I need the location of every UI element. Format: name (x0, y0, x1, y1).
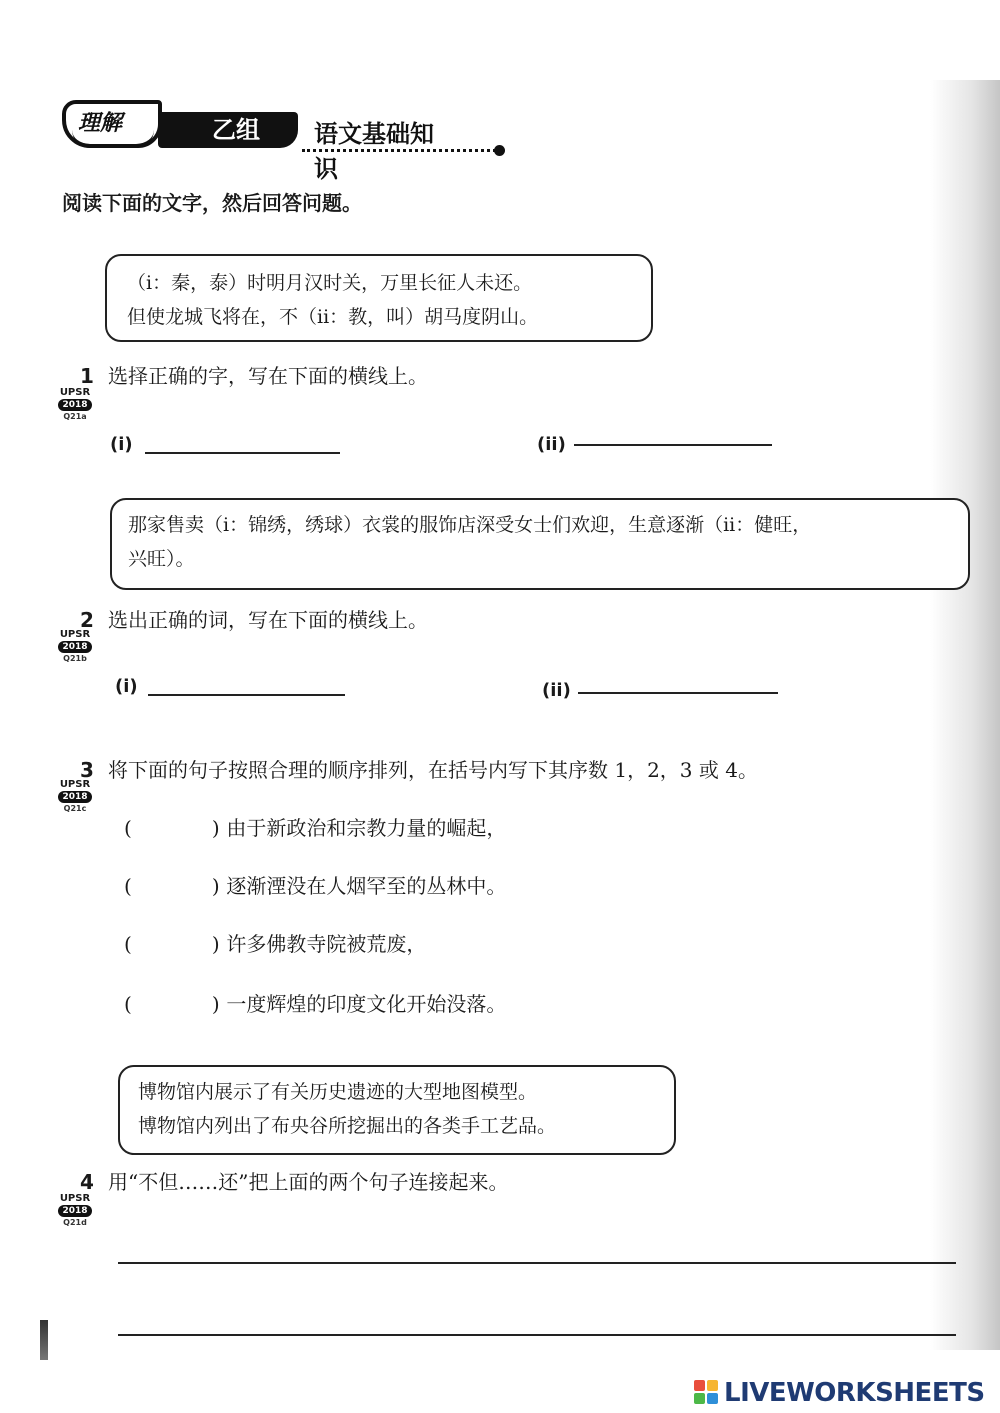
order-text: 一度辉煌的印度文化开始没落。 (226, 992, 507, 1016)
page-edge (40, 1320, 48, 1360)
sentence-line-2: 博物馆内列出了布央谷所挖掘出的各类手工艺品。 (138, 1115, 557, 1137)
order-blank[interactable]: ( ) (124, 932, 220, 956)
liveworksheets-logo-icon (694, 1380, 720, 1404)
answer-line-q2-i[interactable] (148, 694, 345, 696)
sentences-box (118, 1065, 676, 1155)
order-text: 逐渐湮没在人烟罕至的丛林中。 (226, 874, 507, 898)
answer-line-q4-2[interactable] (118, 1334, 956, 1336)
page-shadow (930, 80, 1000, 1350)
question-4 (80, 1166, 508, 1195)
poem-line-1: （i：秦，泰）时明月汉时关，万里长征人未还。 (127, 272, 533, 294)
answer-label-i: (i) (115, 676, 138, 697)
comprehension-badge (62, 100, 162, 148)
question-number: 2 (80, 608, 94, 632)
title-underline (302, 149, 496, 152)
badge-arc (72, 130, 154, 148)
question-number: 4 (80, 1170, 94, 1194)
answer-line-q1-i[interactable] (145, 452, 340, 454)
question-2 (80, 604, 428, 633)
poem-line-2: 但使龙城飞将在，不（ii：教，叫）胡马度阴山。 (127, 306, 539, 328)
watermark-text: LIVEWORKSHEETS (724, 1378, 985, 1408)
upsr-tag: UPSR 2018 Q21c (59, 779, 91, 813)
order-blank[interactable]: ( ) (124, 816, 220, 840)
answer-line-q4-1[interactable] (118, 1262, 956, 1264)
order-text: 由于新政治和宗教力量的崛起， (226, 816, 507, 840)
badge-text: 理解 (78, 111, 123, 136)
upsr-tag: UPSR 2018 Q21b (59, 629, 91, 663)
order-blank[interactable]: ( ) (124, 992, 220, 1016)
answer-label-ii: (ii) (542, 680, 571, 701)
passage-line-1: 那家售卖（i：锦绣，绣球）衣裳的服饰店深受女士们欢迎，生意逐渐（ii：健旺， (128, 514, 812, 536)
order-item-3 (124, 928, 426, 957)
upsr-tag: UPSR 2018 Q21a (59, 387, 91, 421)
poem-box (105, 254, 653, 342)
upsr-tag: UPSR 2018 Q21d (59, 1193, 91, 1227)
order-text: 许多佛教寺院被荒废， (226, 932, 427, 956)
group-label: 乙组 (158, 112, 298, 148)
question-text: 选出正确的词，写在下面的横线上。 (108, 608, 428, 632)
passage-line-2: 兴旺）。 (128, 548, 195, 570)
question-text: 选择正确的字，写在下面的横线上。 (108, 364, 428, 388)
answer-line-q1-ii[interactable] (574, 444, 772, 446)
instruction: 阅读下面的文字，然后回答问题。 (62, 191, 362, 215)
answer-line-q2-ii[interactable] (578, 692, 778, 694)
question-1 (80, 360, 428, 389)
question-number: 1 (80, 364, 94, 388)
question-text: 将下面的句子按照合理的顺序排列，在括号内写下其序数 1，2，3 或 4。 (108, 758, 758, 782)
order-item-1 (124, 812, 506, 841)
question-3 (80, 754, 758, 783)
order-item-4 (124, 988, 506, 1017)
order-item-2 (124, 870, 506, 899)
section-header (62, 100, 452, 183)
passage-box (110, 498, 970, 590)
order-blank[interactable]: ( ) (124, 874, 220, 898)
sentence-line-1: 博物馆内展示了有关历史遗迹的大型地图模型。 (138, 1081, 538, 1103)
answer-label-i: (i) (110, 434, 133, 455)
section-title: 语文基础知识 (314, 120, 434, 183)
question-number: 3 (80, 758, 94, 782)
question-text: 用“不但……还”把上面的两个句子连接起来。 (108, 1170, 509, 1194)
answer-label-ii: (ii) (537, 434, 566, 455)
title-dot (494, 145, 505, 156)
